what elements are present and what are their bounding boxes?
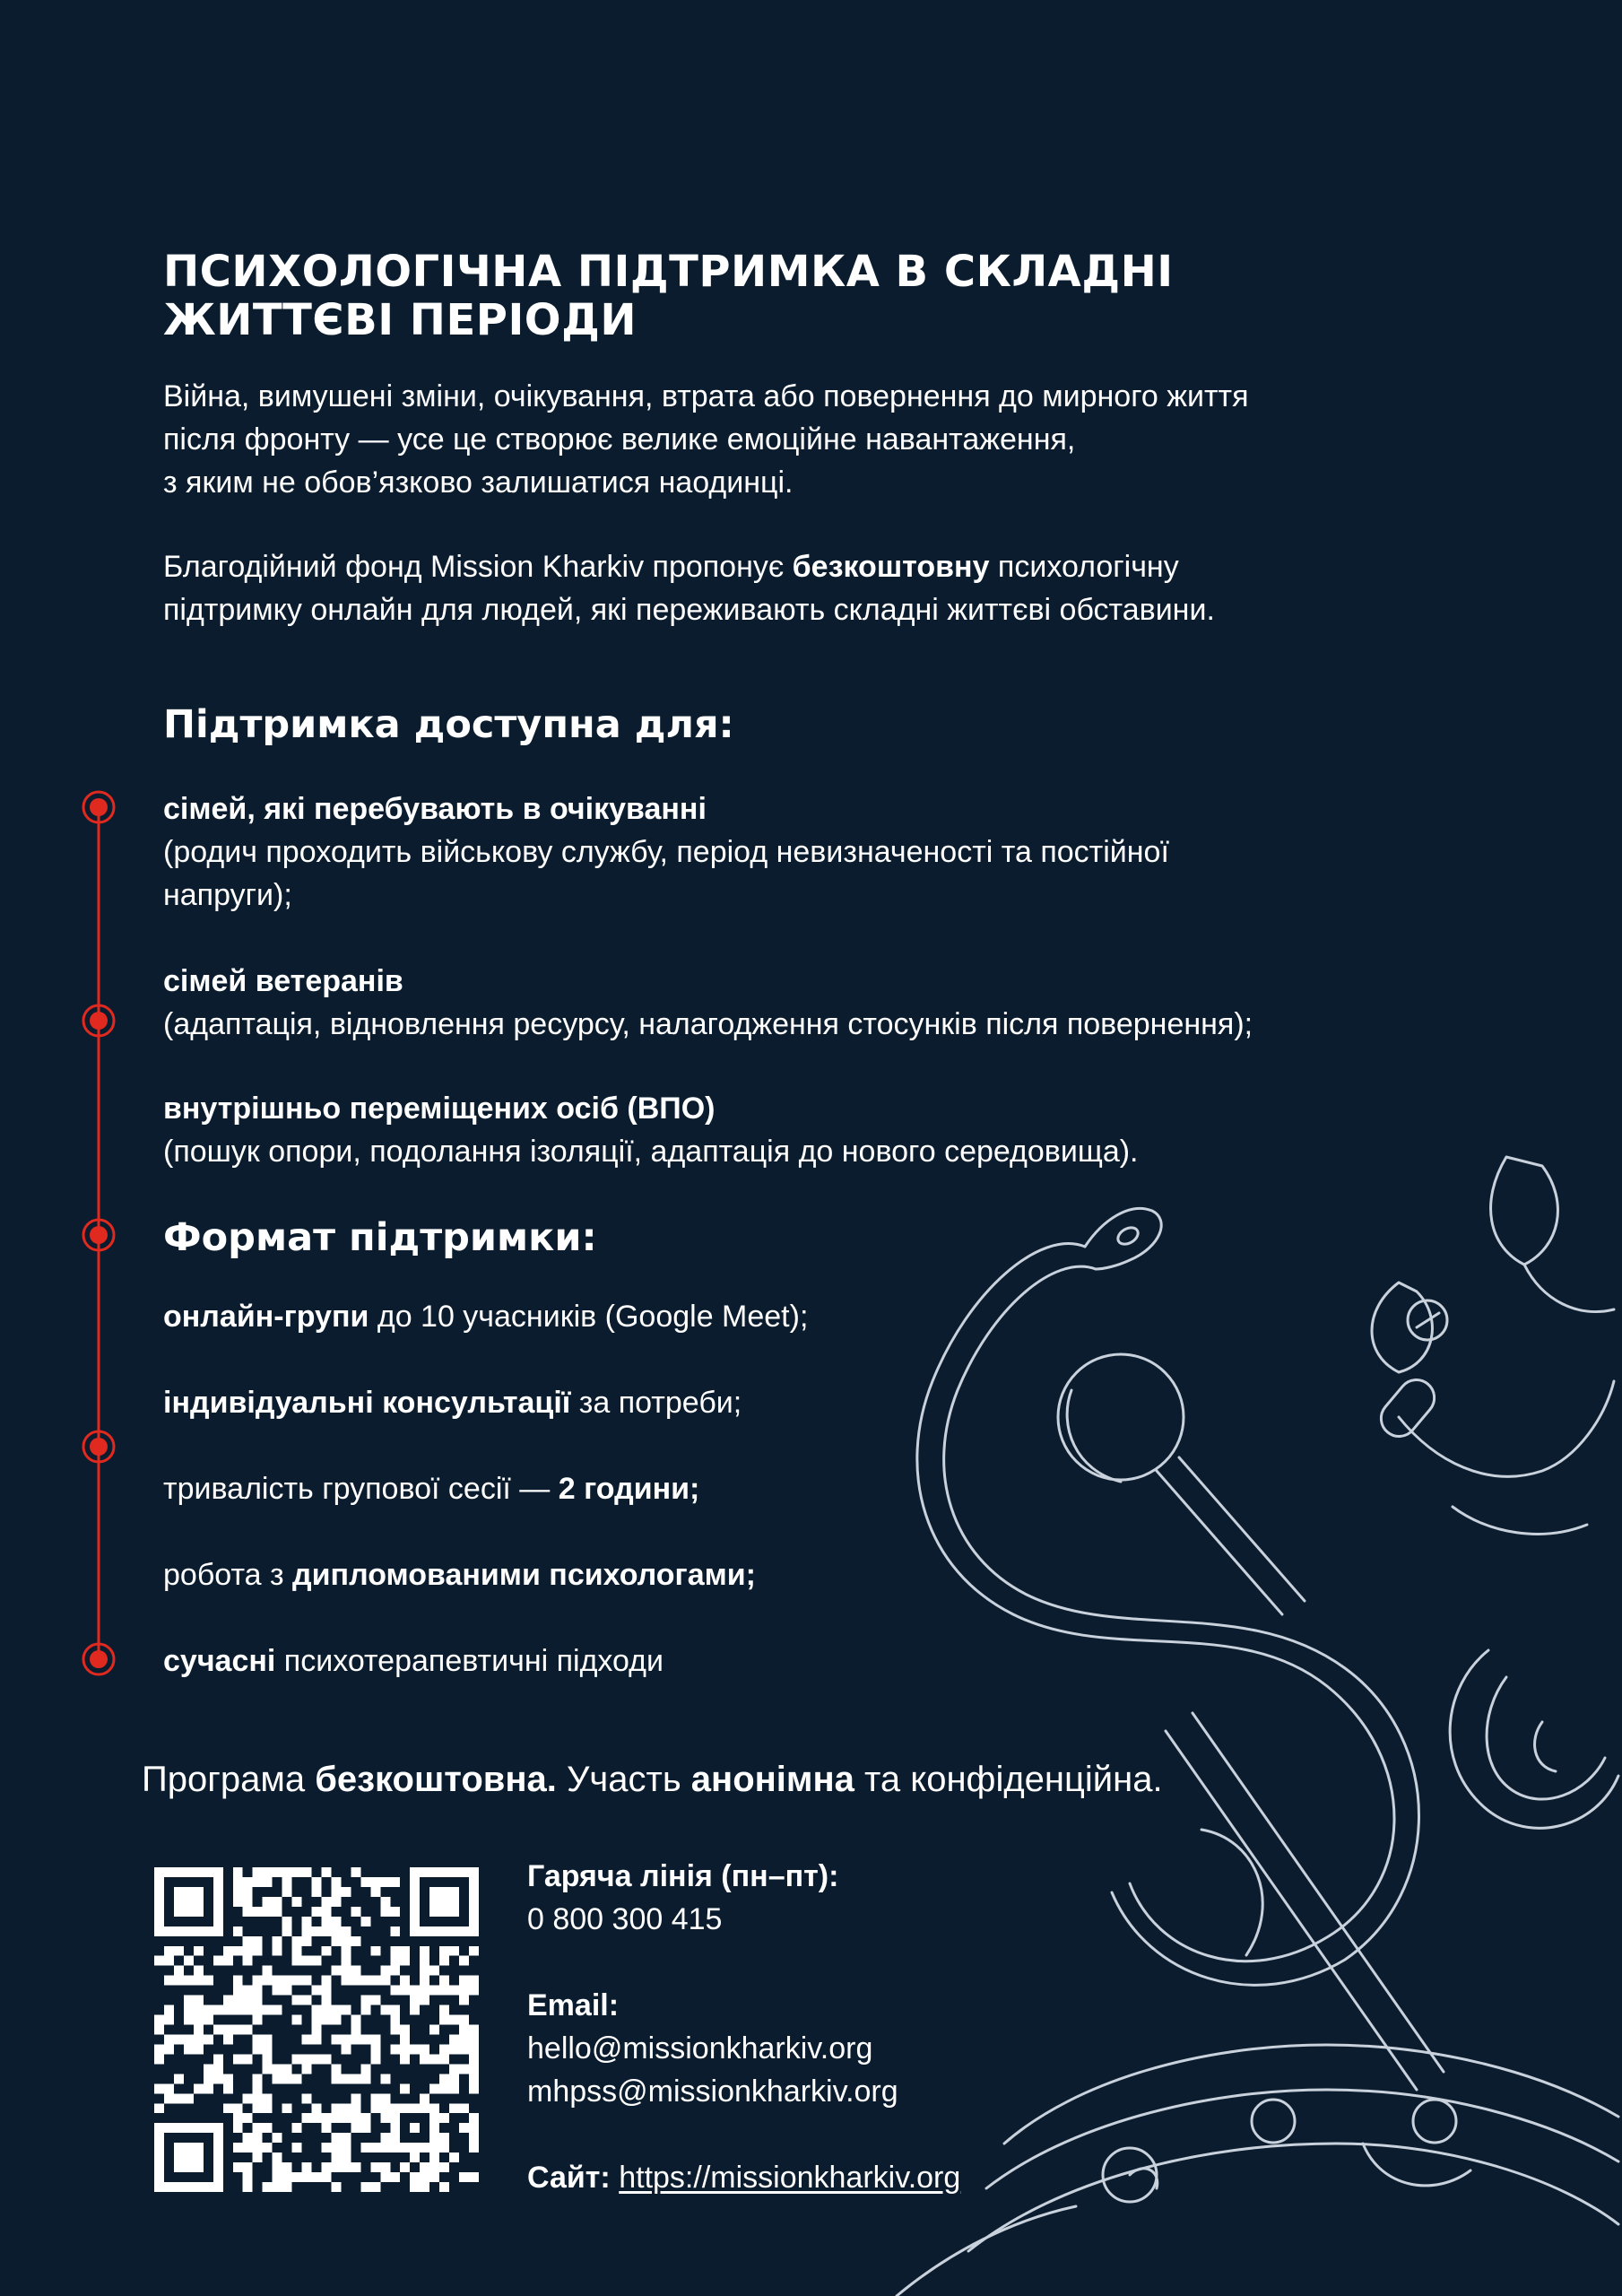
intro-paragraph — [163, 375, 1508, 504]
availability-item-desc: (родич проходить військову службу, період невизначеності та постійної — [163, 835, 1169, 869]
site-link[interactable]: https://missionkharkiv.org — [619, 2161, 961, 2195]
note-part-3: та конфіденційна. — [854, 1760, 1163, 1799]
format-post: за потреби; — [570, 1386, 742, 1420]
note-bold-2: анонімна — [690, 1760, 854, 1799]
intro-line-1: Війна, вимушені зміни, очікування, втрата або повернення до мирного життя — [163, 379, 1249, 413]
intro-line-3: з яким не обов’язково залишатися наодинці. — [163, 465, 794, 500]
format-bold: дипломованими психологами; — [292, 1558, 757, 1592]
site-label: Сайт: — [527, 2161, 611, 2195]
note-bold-1: безкоштовна. — [315, 1760, 557, 1799]
qr-code-icon[interactable] — [154, 1867, 479, 2192]
note-part-1: Програма — [142, 1760, 316, 1799]
page-title — [163, 248, 1418, 344]
title-line-1: ПСИХОЛОГІЧНА ПІДТРИМКА В СКЛАДНІ — [163, 247, 1174, 297]
format-post: до 10 учасників (Google Meet); — [369, 1300, 809, 1334]
hotline-label: Гаряча лінія (пн–пт): — [527, 1859, 839, 1893]
availability-item-title: внутрішньо переміщених осіб (ВПО) — [163, 1091, 716, 1126]
serpent-ornament-icon — [861, 1148, 1622, 2296]
email-link-1[interactable]: hello@missionkharkiv.org — [527, 2031, 873, 2066]
site-row — [527, 2156, 960, 2199]
offer-pre: Благодійний фонд Mission Kharkiv пропонує — [163, 550, 793, 584]
offer-paragraph — [163, 545, 1508, 631]
email-label: Email: — [527, 1988, 620, 2022]
intro-line-2: після фронту — усе це створює велике емоційне навантаження, — [163, 422, 1076, 457]
hotline-number[interactable]: 0 800 300 415 — [527, 1902, 723, 1936]
availability-item-title: сімей, які перебувають в очікуванні — [163, 792, 707, 826]
format-heading: Формат підтримки: — [163, 1215, 597, 1260]
format-pre: робота з — [163, 1558, 293, 1592]
offer-line-2: підтримку онлайн для людей, які переживають складні життєві обставини. — [163, 593, 1215, 627]
note-part-2: Участь — [556, 1760, 691, 1799]
availability-item-2 — [163, 960, 1562, 1046]
offer-bold: безкоштовну — [792, 550, 990, 584]
format-post: психотерапевтичні підходи — [275, 1644, 664, 1678]
format-bold: онлайн-групи — [163, 1300, 369, 1334]
offer-post: психологічну — [989, 550, 1179, 584]
format-pre: тривалість групової сесії — — [163, 1472, 559, 1506]
availability-item-desc: (адаптація, відновлення ресурсу, налагодження стосунків після повернення); — [163, 1007, 1253, 1041]
program-note — [142, 1754, 1163, 1805]
format-bold: сучасні — [163, 1644, 276, 1678]
availability-item-desc-2: напруги); — [163, 878, 292, 912]
availability-heading: Підтримка доступна для: — [163, 702, 734, 747]
availability-item-title: сімей ветеранів — [163, 964, 403, 998]
availability-item-desc: (пошук опори, подолання ізоляції, адаптація до нового середовища). — [163, 1135, 1139, 1169]
format-bold: 2 години; — [558, 1472, 700, 1506]
format-bold: індивідуальні консультації — [163, 1386, 571, 1420]
email-link-2[interactable]: mhpss@missionkharkiv.org — [527, 2074, 898, 2109]
availability-item-1 — [163, 787, 1562, 917]
timeline-decoration — [72, 789, 126, 1776]
title-line-2: ЖИТТЄВІ ПЕРІОДИ — [163, 295, 638, 345]
